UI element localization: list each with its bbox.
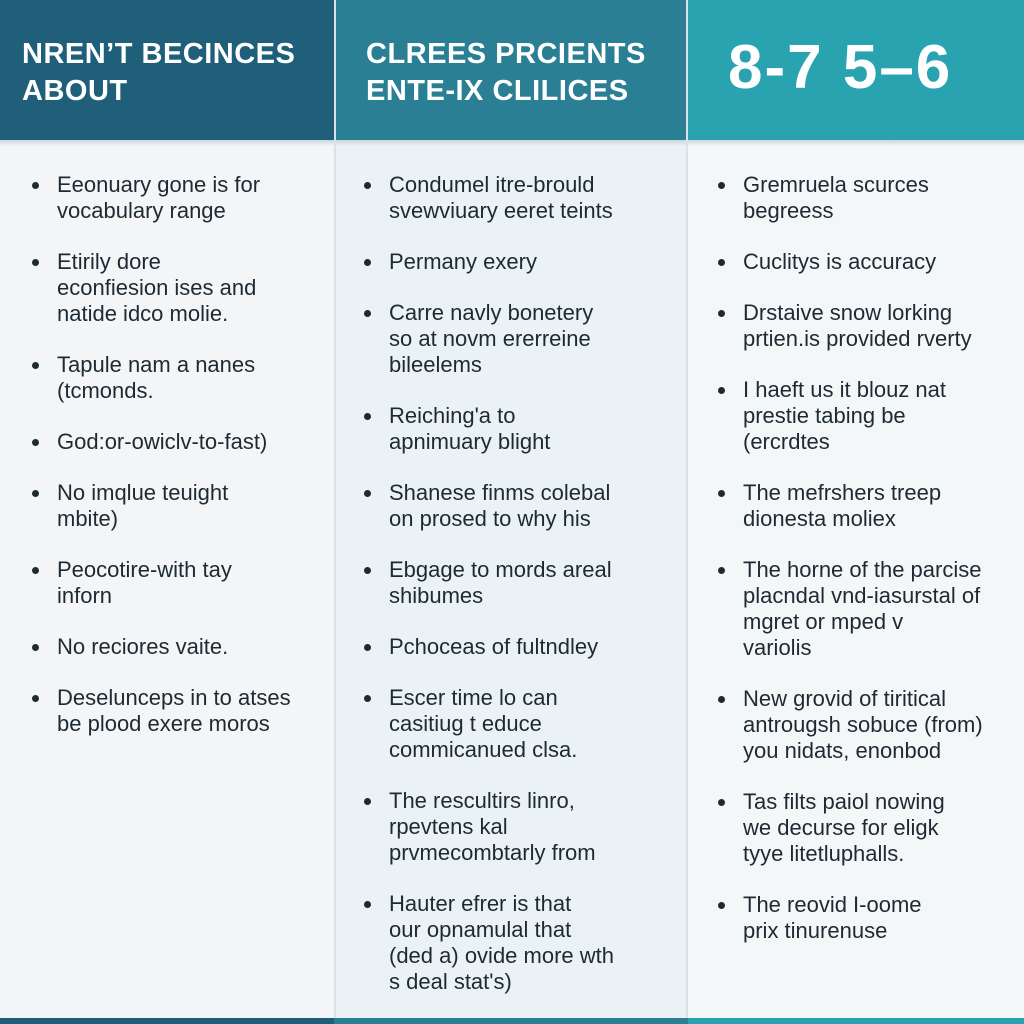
list-item (30, 634, 324, 660)
list-item (30, 685, 324, 737)
column-1-header-line-2: ABOUT (22, 75, 128, 107)
bullet-icon (718, 182, 725, 189)
column-1-header (0, 0, 334, 140)
list-item-text: Tas filts paiol nowing we decurse for eligk tyye litetluphalls. (743, 789, 945, 866)
list-item (30, 352, 324, 404)
list-item (716, 172, 1014, 224)
bottom-accent-segment-3 (688, 1018, 1024, 1024)
list-item-text: Eeonuary gone is for vocabulary range (57, 172, 261, 223)
bullet-icon (364, 798, 371, 805)
bottom-accent-bar (0, 1018, 1024, 1024)
list-item (716, 300, 1014, 352)
bullet-icon (718, 567, 725, 574)
bullet-icon (32, 182, 39, 189)
bullet-icon (718, 799, 725, 806)
bullet-icon (364, 567, 371, 574)
list-item (716, 892, 1014, 944)
bullet-icon (364, 901, 371, 908)
column-3-header-line-1: 8-7 5–6 (728, 33, 953, 102)
list-item-text: Condumel itre-brould svewviuary eeret teints (389, 172, 613, 223)
bullet-icon (32, 490, 39, 497)
list-item (716, 557, 1014, 661)
list-item (30, 557, 324, 609)
column-1 (0, 0, 334, 1024)
list-item-text: Hauter efrer is that our opnamulal that (ded a) ovide more wth s deal stat's) (389, 891, 614, 994)
list-item-text: No reciores vaite. (57, 634, 229, 659)
list-item-text: Permany exery (389, 249, 537, 274)
bullet-icon (718, 259, 725, 266)
list-item (30, 172, 324, 224)
list-item-text: Deselunceps in to atses be plood exere moros (57, 685, 291, 736)
list-item-text: God:or-owiclv-to-fast) (57, 429, 268, 454)
bullet-icon (718, 696, 725, 703)
bullet-icon (32, 695, 39, 702)
column-2-header-line-2: ENTE-IX CLILICES (366, 75, 629, 107)
list-item-text: The mefrshers treep dionesta moliex (743, 480, 942, 531)
bullet-icon (364, 490, 371, 497)
list-item-text: Etirily dore econfiesion ises and natide idco molie. (57, 249, 257, 326)
list-item (716, 686, 1014, 764)
list-item (716, 377, 1014, 455)
list-item (362, 172, 676, 224)
column-2 (334, 0, 688, 1024)
list-item (362, 249, 676, 275)
bullet-icon (364, 644, 371, 651)
list-item-text: Tapule nam a nanes (tcmonds. (57, 352, 256, 403)
list-item-text: Pchoceas of fultndley (389, 634, 599, 659)
list-item (362, 685, 676, 763)
column-2-header (336, 0, 686, 140)
column-2-list (336, 146, 686, 1020)
bullet-icon (32, 644, 39, 651)
list-item (362, 480, 676, 532)
list-item (30, 429, 324, 455)
bullet-icon (32, 259, 39, 266)
bullet-icon (364, 695, 371, 702)
list-item-text: The horne of the parcise placndal vnd-iasurstal of mgret or mped v variolis (743, 557, 982, 660)
list-item-text: Peocotire-with tay inforn (57, 557, 232, 608)
column-2-header-line-1: CLREES PRCIENTS (366, 38, 646, 70)
bullet-icon (364, 413, 371, 420)
column-3-list (688, 146, 1024, 969)
list-item (716, 249, 1014, 275)
list-item (30, 480, 324, 532)
list-item-text: Ebgage to mords areal shibumes (389, 557, 612, 608)
list-item (716, 789, 1014, 867)
bottom-accent-segment-2 (334, 1018, 688, 1024)
bullet-icon (32, 567, 39, 574)
list-item (362, 300, 676, 378)
column-3 (688, 0, 1024, 1024)
bullet-icon (364, 310, 371, 317)
list-item-text: The reovid I-oome prix tinurenuse (743, 892, 922, 943)
bullet-icon (718, 902, 725, 909)
list-item (362, 634, 676, 660)
list-item-text: Shanese finms colebal on prosed to why his (389, 480, 611, 531)
list-item (30, 249, 324, 327)
bullet-icon (718, 310, 725, 317)
list-item-text: The rescultirs linro, rpevtens kal prvmecombtarly from (389, 788, 596, 865)
list-item (362, 557, 676, 609)
list-item-text: Reiching'a to apnimuary blight (389, 403, 551, 454)
column-3-header (688, 0, 1024, 140)
list-item-text: No imqlue teuight mbite) (57, 480, 229, 531)
list-item-text: Carre navly bonetery so at novm ererreine bileelems (389, 300, 594, 377)
column-1-list (0, 146, 334, 762)
list-item-text: New grovid of tiritical antrougsh sobuce (from) you nidats, enonbod (743, 686, 983, 763)
column-1-header-line-1: NREN’T BECINCES (22, 38, 296, 70)
list-item-text: Drstaive snow lorking prtien.is provided rverty (743, 300, 972, 351)
list-item (362, 891, 676, 995)
bullet-icon (32, 362, 39, 369)
list-item-text: Escer time lo can casitiug t educe commicanued clsa. (389, 685, 578, 762)
list-item-text: Cuclitys is accuracy (743, 249, 937, 274)
bullet-icon (364, 259, 371, 266)
bullet-icon (718, 387, 725, 394)
bullet-icon (32, 439, 39, 446)
list-item (362, 403, 676, 455)
list-item-text: I haeft us it blouz nat prestie tabing be (ercrdtes (743, 377, 947, 454)
bullet-icon (364, 182, 371, 189)
list-item (362, 788, 676, 866)
list-item (716, 480, 1014, 532)
bullet-icon (718, 490, 725, 497)
list-item-text: Gremruela scurces begreess (743, 172, 929, 223)
